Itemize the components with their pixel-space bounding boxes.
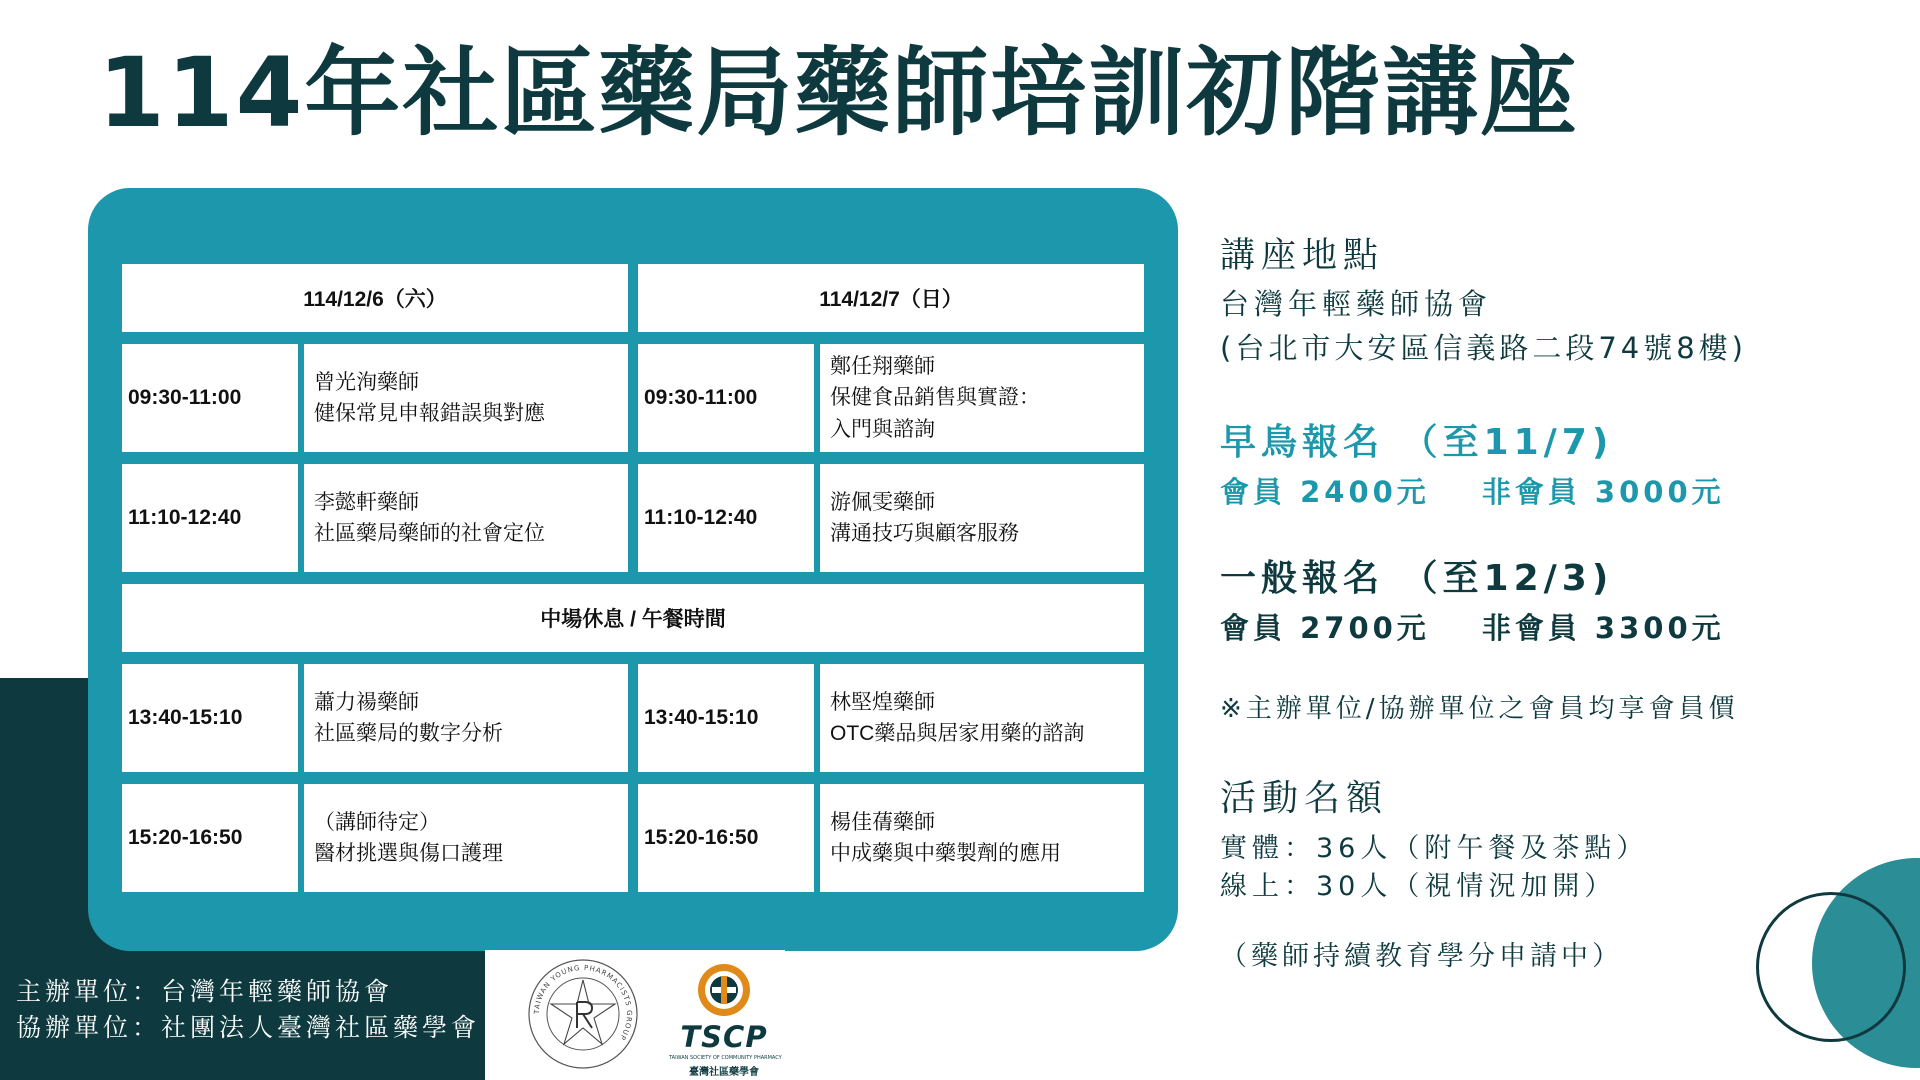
- tyfp-logo: [525, 956, 641, 1072]
- day2-slot2-topic: 溝通技巧與顧客服務: [830, 522, 1019, 545]
- tscp-logo: [669, 960, 782, 1078]
- venue-name: 台灣年輕藥師協會: [1220, 287, 1493, 321]
- early-bird-member-price: 會員 2400元: [1220, 475, 1430, 509]
- day1-slot1-talk: [304, 344, 628, 452]
- day1-slot4-talk: [304, 784, 628, 892]
- quota-online: 線上：30人（視情況加開）: [1220, 871, 1617, 902]
- tyfp-ring-text: TAIWAN YOUNG PHARMACISTS GROUP: [532, 963, 634, 1042]
- quota-heading: 活動名額: [1220, 778, 1389, 819]
- day2-slot1-time: 09:30-11:00: [638, 344, 814, 452]
- early-bird-heading: 早鳥報名 （至11/7): [1220, 422, 1614, 463]
- general-heading: 一般報名 （至12/3): [1220, 558, 1614, 599]
- day2-slot1-speaker: 鄭任翔藥師: [830, 355, 935, 379]
- day1-slot1-time: 09:30-11:00: [122, 344, 298, 452]
- decorative-circle-ring: [1756, 892, 1906, 1042]
- day1-date-header: 114/12/6（六）: [122, 264, 628, 332]
- page-title: 114年社區藥局藥師培訓初階講座: [98, 37, 1579, 149]
- lunch-break-row: 中場休息 / 午餐時間: [122, 584, 1144, 652]
- early-bird-nonmember-price: 非會員 3000元: [1481, 475, 1725, 509]
- day2-slot2-time: 11:10-12:40: [638, 464, 814, 572]
- day1-slot1-speaker: 曾光洵藥師: [314, 370, 419, 394]
- day2-slot2-speaker: 游佩雯藥師: [830, 490, 935, 514]
- day2-slot3-topic: OTC藥品與居家用藥的諮詢: [830, 722, 1085, 745]
- quota-physical: 實體：36人（附午餐及茶點）: [1220, 833, 1649, 864]
- host-organizer: 主辦單位：台灣年輕藥師協會: [16, 977, 394, 1006]
- logo-strip: [485, 950, 785, 1080]
- venue-address: (台北市大安區信義路二段74號8樓): [1220, 331, 1747, 365]
- tscp-wordmark: TSCP: [680, 1020, 768, 1054]
- day2-slot1-topic-cont: 入門與諮詢: [830, 417, 935, 441]
- day2-slot1-topic: 保健食品銷售與實證：: [830, 386, 1040, 410]
- general-member-price: 會員 2700元: [1220, 611, 1430, 645]
- day2-slot4-speaker: 楊佳蒨藥師: [830, 810, 935, 834]
- venue-heading: 講座地點: [1220, 236, 1385, 276]
- general-prices: [1220, 606, 1725, 647]
- tscp-chinese-name: 臺灣社區藥學會: [689, 1067, 759, 1078]
- co-host-organizer: 協辦單位：社團法人臺灣社區藥學會: [16, 1013, 481, 1042]
- day1-slot3-speaker: 蕭力禓藥師: [314, 690, 419, 714]
- day2-slot3-time: 13:40-15:10: [638, 664, 814, 772]
- day1-slot3-talk: [304, 664, 628, 772]
- day2-slot3-speaker: 林堅煌藥師: [830, 690, 935, 714]
- day1-slot4-time: 15:20-16:50: [122, 784, 298, 892]
- early-bird-prices: [1220, 470, 1725, 511]
- day1-slot4-speaker: （講師待定）: [314, 810, 440, 834]
- schedule-table: [122, 264, 1144, 893]
- day2-slot4-topic: 中成藥與中藥製劑的應用: [830, 842, 1061, 865]
- organizers: [16, 974, 480, 1046]
- day1-slot2-talk: [304, 464, 628, 572]
- day2-slot4-time: 15:20-16:50: [638, 784, 814, 892]
- day1-slot2-time: 11:10-12:40: [122, 464, 298, 572]
- day1-slot2-speaker: 李懿軒藥師: [314, 490, 419, 514]
- day2-slot1-talk: [820, 344, 1144, 452]
- tscp-english-name: TAIWAN SOCIETY OF COMMUNITY PHARMACY: [669, 1055, 782, 1061]
- day1-slot4-topic: 醫材挑選與傷口護理: [314, 842, 503, 865]
- day1-slot1-topic: 健保常見申報錯誤與對應: [314, 402, 545, 425]
- day2-slot2-talk: [820, 464, 1144, 572]
- day1-slot3-topic: 社區藥局的數字分析: [314, 722, 503, 745]
- general-nonmember-price: 非會員 3300元: [1481, 611, 1725, 645]
- member-price-note: ※主辦單位/協辦單位之會員均享會員價: [1220, 694, 1739, 724]
- day1-slot2-topic: 社區藥局藥師的社會定位: [314, 522, 545, 545]
- day2-slot3-talk: [820, 664, 1144, 772]
- tscp-emblem-icon: [669, 960, 779, 1020]
- day2-slot4-talk: [820, 784, 1144, 892]
- day2-date-header: 114/12/7（日）: [638, 264, 1144, 332]
- credit-note: （藥師持續教育學分申請中）: [1220, 941, 1623, 972]
- day1-slot3-time: 13:40-15:10: [122, 664, 298, 772]
